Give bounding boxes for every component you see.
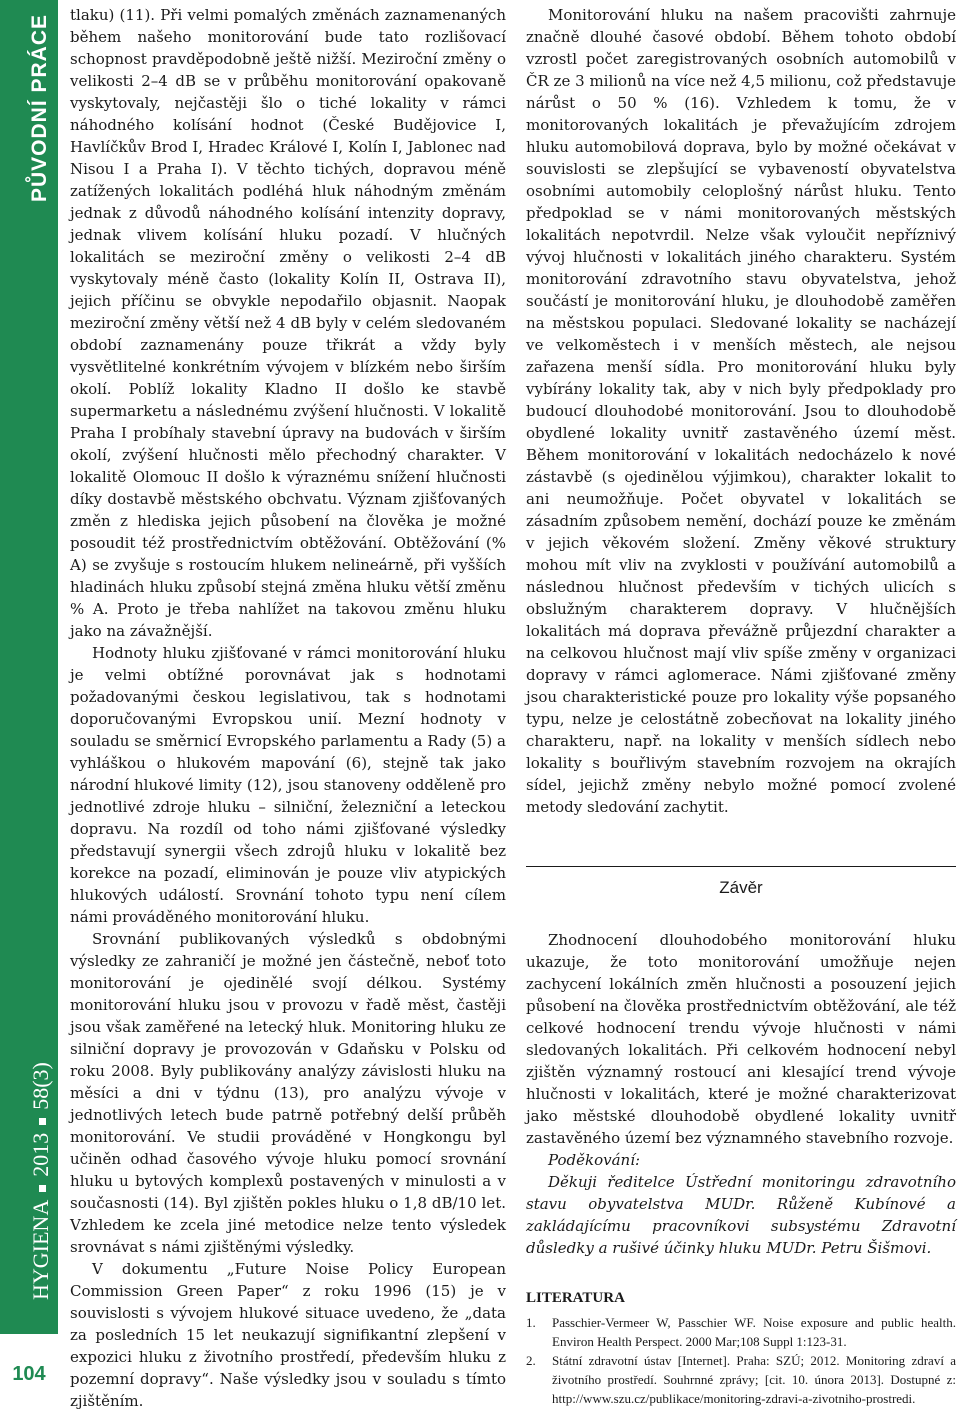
journal-name: HYGIENA — [28, 1199, 53, 1300]
separator-square-icon — [39, 1118, 46, 1125]
acknowledgement-title: Poděkování: — [548, 1151, 641, 1169]
right-paragraph-1: Monitorování hluku na našem pracovišti zahrnuje značně dlouhé časové období. Během tohoto období vzrostl počet zaregistrovaných osobních automobilů v ČR ze 3 milionů na více než 4,5 milionu, což představuje nárůst o 50 % (16). Vzhledem k tomu, že v monitorovaných lokalitách je převažujícím zdrojem hluku automobilová doprava, bylo by možné očekávat v souvislosti se zlepšující se vybaveností obyvatelstva osobními automobily celoplošný nárůst hluku. Tento předpoklad se v námi monitorovaných městských lokalitách nepotvrdil. Nelze však vyloučit nepříznivý vývoj hlučnosti v lokalitách jiného charakteru. Systém monitorování zdravotního stavu obyvatelstva, jehož součástí je monitorování hluku, je dlouhodobě zaměřen na městskou populaci. Sledované lokality se nacházejí ve velkoměstech i v menších městech, ale nejsou zařazena menší sídla. Pro monitorování hluku byly vybírány lokality tak, aby v nich byly předpoklady pro budoucí dlouhodobé monitorování. Jsou to dlouhodobě obydlené lokality uvnitř zastavěného území měst. Během monitorování v lokalitách nedocházelo k nové zástavbě (s ojedinělou výjimkou), charakter lokalit to ani neumožňuje. Počet obyvatel v lokalitách se zásadním způsobem nemění, dochází pouze ke změnám v jejich věkovém složení. Změny věkové struktury mohou mít vliv na zvyklosti v používání automobilů a následnou hlučnost především v tichých ulicích s obslužným charakterem dopravy. V hlučnějších lokalitách má doprava převážně průjezdní charakter a na celkovou hlučnost mají vliv spíše změny v organizaci dopravy v rámci aglomerace. Námi zjišťované změny jsou charakteristické pouze pro lokality výše popsaného typu, nelze je celostátně zobecňovat na lokality jiného charakteru, např. na lokality v menších sídlech nebo lokality s bouřlivým stavebním rozvojem na okrajích sídel, jejichž změny nebylo možné pomocí zvolené metody sledování zachytit. — [526, 6, 956, 816]
references-heading: LITERATURA — [526, 1290, 625, 1306]
right-column — [526, 4, 956, 1408]
reference-number: 1. — [526, 1315, 536, 1330]
reference-text: Passchier-Vermeer W, Passchier WF. Noise exposure and public health. Environ Health Perspect. 2000 Mar;108 Suppl 1:123-31. — [552, 1315, 956, 1349]
journal-info — [28, 1062, 54, 1300]
conclusion-paragraph: Zhodnocení dlouhodobého monitorování hluku ukazuje, že toto monitorování umožňuje nejen zachycení lokálních změn hlučnosti a posouzení jejich působení na člověka prostřednictvím obtěžování, ale též celkové hodnocení trendu vývoje hlučnosti v námi sledovaných lokalitách. Při celkovém hodnocení nebyl zjištěn významný rostoucí ani klesající trend vývoje hlučnosti v lokalitách, které je možné charakterizovat jako městské dlouhodobě obydlené lokality uvnitř zastavěného území bez významného stavebního rozvoje. — [526, 931, 956, 1147]
journal-year: 2013 — [28, 1132, 53, 1177]
separator-square-icon — [39, 1185, 46, 1192]
section-heading-zaver: Závěr — [526, 866, 956, 929]
left-paragraph-3: Srovnání publikovaných výsledků s obdobnými výsledky ze zahraničí je možné jen částečně, neboť toto monitorování je ojedinělé svojí délkou. Systémy monitorování hluku jsou v provozu v řadě měst, častěji jsou však zaměřené na letecký hluk. Monitoring hluku ze silniční dopravy je provozován v Gdaňsku v Polsku od roku 2008. Byly publikovány analýzy závislosti hluku na měsíci a dni v týdnu (13), pro analýzu vývoje v jednotlivých letech bude patrně potřebný delší průběh monitorování. Ve studii prováděné v Hongkongu byl učiněn odhad časového vývoje hluku pomocí srovnání hluku u bytových komplexů postavených v minulosti a v současnosti (14). Byl zjištěn pokles hluku o 1,8 dB/10 let. Vzhledem ke zcela jiné metodice nelze tento výsledek srovnávat s námi zjištěnými výsledky. — [70, 930, 506, 1256]
acknowledgement-text: Děkuji ředitelce Ústřední monitoringu zdravotního stavu obyvatelstva MUDr. Růženě Kubínové a zakládajícímu pracovníkovi subsystému Zdravotní důsledky a rušivé účinky hluku MUDr. Petru Šišmovi. — [526, 1173, 956, 1257]
left-paragraph-1: tlaku) (11). Při velmi pomalých změnách zaznamenaných během našeho monitorování bude tato rozlišovací schopnost pravděpodobně ještě nižší. Meziroční změny o velikosti 2–4 dB se v průběhu monitorování opakovaně vyskytovaly, nejčastěji šlo o tiché lokality v rámci náhodného kolísání hodnot (České Budějovice I, Havlíčkův Brod I, Hradec Králové I, Kolín I, Jablonec nad Nisou I a Praha I). V těchto tichých, dopravou méně zatížených lokalitách podléhá hluk náhodným změnám jednak z důvodů náhodného kolísání intenzity dopravy, jednak vlivem kolísání hluku pozadí. V hlučných lokalitách se meziroční změny o velikosti 2–4 dB vyskytovaly méně často (lokality Kolín II, Ostrava II), jejich příčinu se obvykle nepodařilo objasnit. Naopak meziroční změny větší než 4 dB byly v celém sledovaném období zaznamenány pouze třikrát a vždy byly vysvětlitelné konkrétním vývojem v blízkém nebo širším okolí. Poblíž lokality Kladno II došlo ke stavbě supermarketu a následnému zvýšení hlučnosti. V lokalitě Praha I probíhaly stavební úpravy na budovách v širším okolí, zvýšení hlučnosti mělo přechodný charakter. V lokalitě Olomouc II došlo k výraznému snížení hlučnosti díky dostavbě městského obchvatu. Význam zjišťovaných změn z hlediska jejich působení na člověka je možné posoudit též prostřednictvím obtěžování. Obtěžování (% A) se zvyšuje s rostoucím hlukem nelineárně, při vyšších hladinách hluku způsobí stejná změna hluku větší změnu % A. Proto je třeba nahlížet na takovou změnu hluku jako na závažnější. — [70, 6, 506, 640]
journal-volume: 58(3) — [28, 1062, 53, 1110]
journal-sidebar — [0, 0, 58, 1414]
left-paragraph-4: V dokumentu „Future Noise Policy European Commission Green Paper“ z roku 1996 (15) je v souvislosti s vývojem hlukové situace uvedeno, že „data za posledních 15 let neukazují signifikantní zlepšení v expozici hluku z životního prostředí, především hluku z pozemní dopravy“. Naše výsledky jsou v souladu s tímto zjištěním. — [70, 1260, 506, 1410]
reference-item — [526, 1313, 956, 1351]
reference-number: 2. — [526, 1353, 536, 1368]
left-column — [70, 4, 506, 1412]
page-number: 104 — [0, 1334, 58, 1414]
left-paragraph-2: Hodnoty hluku zjišťované v rámci monitorování hluku je velmi obtížné porovnávat jak s hodnotami požadovanými českou legislativou, tak s hodnotami doporučovanými Evropskou unií. Mezní hodnoty v souladu se směrnicí Evropského parlamentu a Rady (5) a vyhláškou o hlukovém mapování (6), stejně tak jako národní hlukové limity (12), jsou stanoveny odděleně pro jednotlivé zdroje hluku – silniční, železniční a leteckou dopravu. Na rozdíl od toho námi zjišťované výsledky představují synergii všech zdrojů hluku v lokalitě bez korekce na pozadí, eliminován je pouze vliv atypických hlukových událostí. Srovnání tohoto typu není cílem námi prováděného monitorování hluku. — [70, 644, 506, 926]
section-label: PŮVODNÍ PRÁCE — [28, 13, 51, 202]
reference-item — [526, 1351, 956, 1408]
reference-text: Státní zdravotní ústav [Internet]. Praha: SZÚ; 2012. Monitoring zdraví a životního prostředí. Souhrnné zprávy; [cit. 10. února 2013]. Dostupné z: http://www.szu.cz/publikace/monitoring-zdravi-a-zivotniho-prostredi. — [552, 1353, 956, 1406]
